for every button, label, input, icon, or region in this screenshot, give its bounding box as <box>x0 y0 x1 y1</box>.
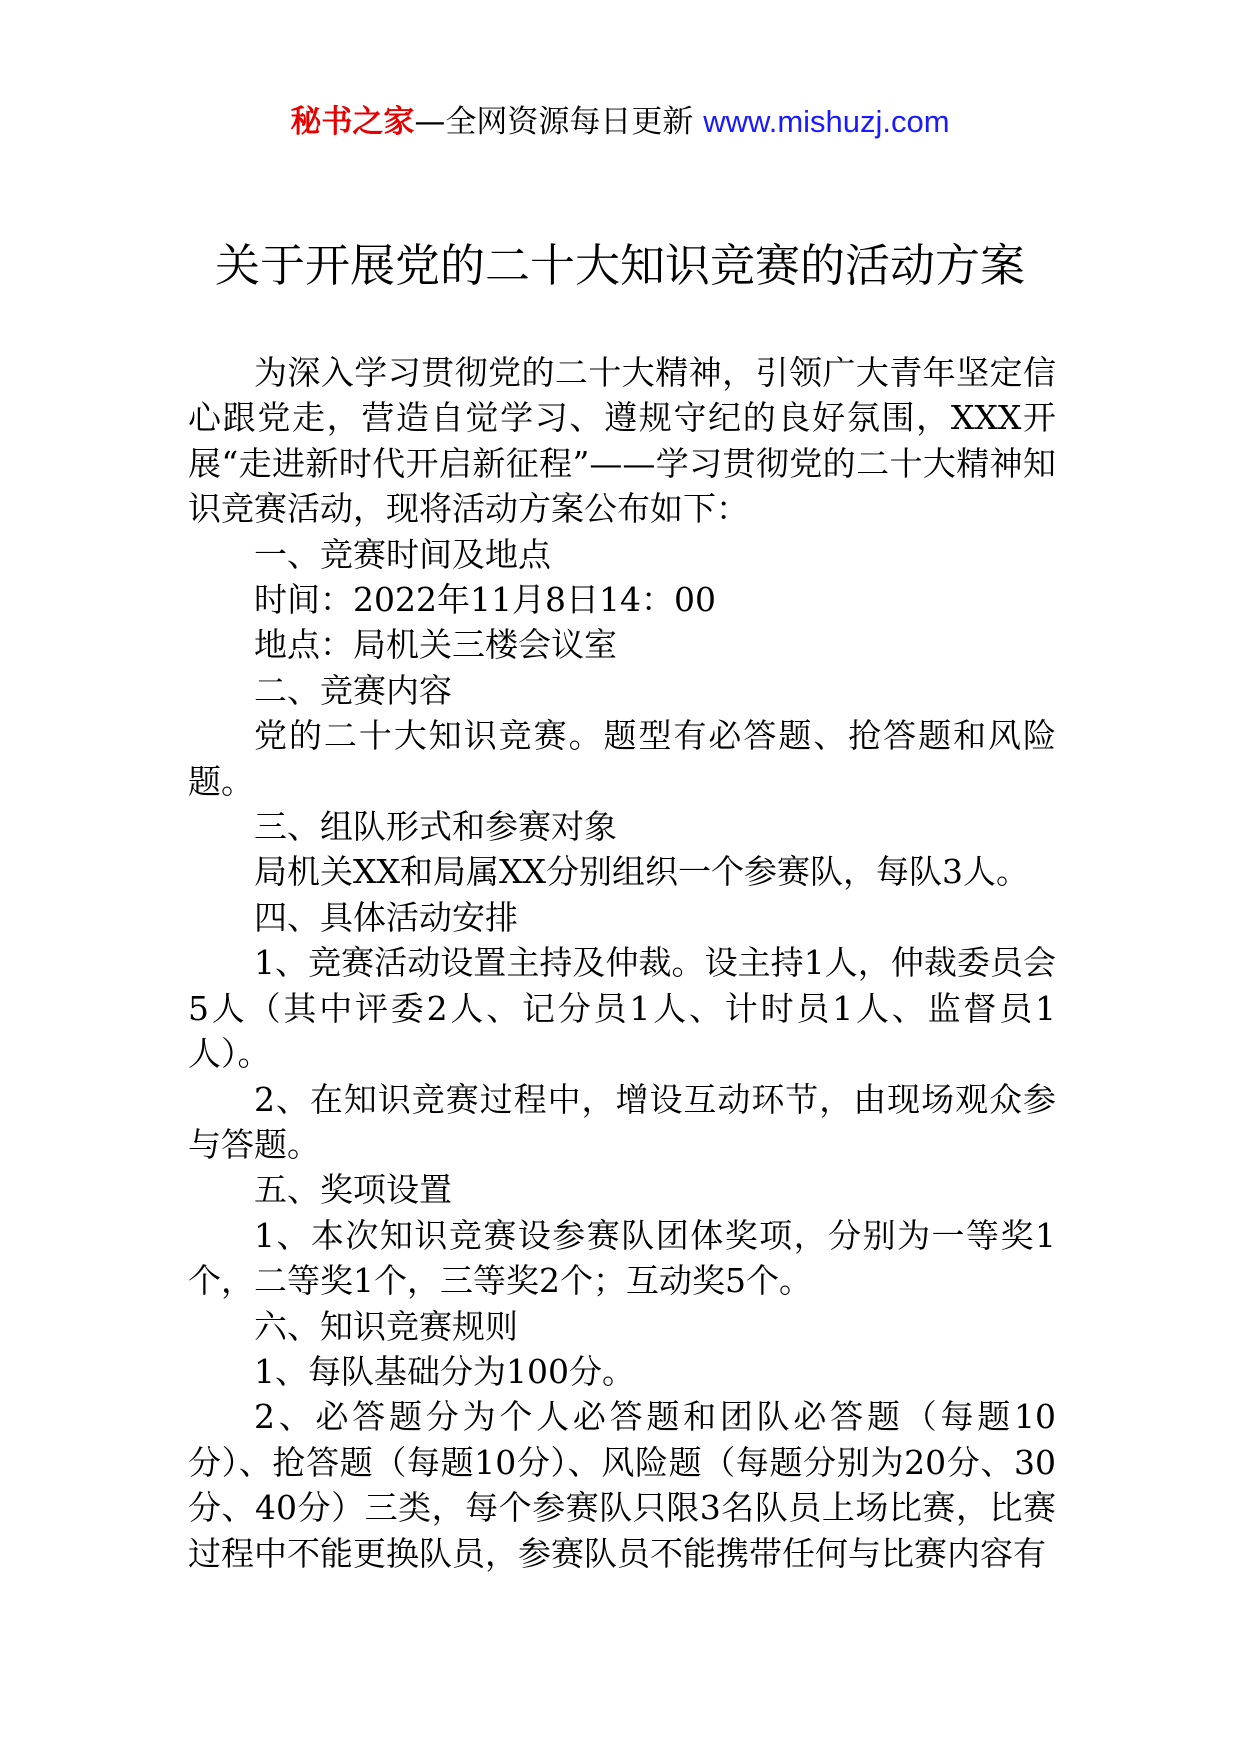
time-line: 时间：2022年11月8日14：00 <box>254 580 716 620</box>
section-heading-arrangement: 四、具体活动安排 <box>254 897 518 937</box>
site-header <box>0 100 1240 144</box>
section-heading-content: 二、竞赛内容 <box>254 670 452 710</box>
brand-name: 秘书之家 <box>290 104 415 140</box>
header-slogan: —全网资源每日更新 <box>414 104 694 140</box>
teams-paragraph: 局机关XX和局属XX分别组织一个参赛队，每队3人。 <box>254 852 1029 892</box>
document-title: 关于开展党的二十大知识竞赛的活动方案 <box>214 239 1025 292</box>
site-url[interactable]: www.mishuzj.com <box>703 104 950 139</box>
awards-item-1: 1、本次知识竞赛设参赛队团体奖项，分别为一等奖1个，二等奖1个，三等奖2个；互动奖5个。 <box>188 1215 1056 1301</box>
content-paragraph: 党的二十大知识竞赛。题型有必答题、抢答题和风险题。 <box>188 716 1056 801</box>
intro-paragraph: 为深入学习贯彻党的二十大精神，引领广大青年坚定信心跟党走，营造自觉学习、遵规守纪的良好氛围，XXX开展“走进新时代开启新征程”——学习贯彻党的二十大精神知识竞赛活动，现将活动方案公布如下： <box>188 353 1056 529</box>
place-line: 地点：局机关三楼会议室 <box>254 625 617 665</box>
arrangement-item-1: 1、竞赛活动设置主持及仲裁。设主持1人，仲裁委员会5人（其中评委2人、记分员1人、计时员1人、监督员1人）。 <box>188 943 1056 1074</box>
section-heading-awards: 五、奖项设置 <box>254 1170 452 1210</box>
section-heading-time-place: 一、竞赛时间及地点 <box>254 534 551 574</box>
rules-item-2: 2、必答题分为个人必答题和团队必答题（每题10分）、抢答题（每题10分）、风险题（每题分别为20分、30分、40分）三类，每个参赛队只限3名队员上场比赛，比赛过程中不能更换队员，参赛队员不能携带任何与比赛内容有 <box>188 1397 1056 1573</box>
arrangement-item-2: 2、在知识竞赛过程中，增设互动环节，由现场观众参与答题。 <box>188 1079 1056 1164</box>
document-body <box>188 350 1056 1576</box>
section-heading-rules: 六、知识竞赛规则 <box>254 1306 518 1346</box>
section-heading-teams: 三、组队形式和参赛对象 <box>254 807 617 847</box>
rules-item-1: 1、每队基础分为100分。 <box>254 1351 635 1391</box>
